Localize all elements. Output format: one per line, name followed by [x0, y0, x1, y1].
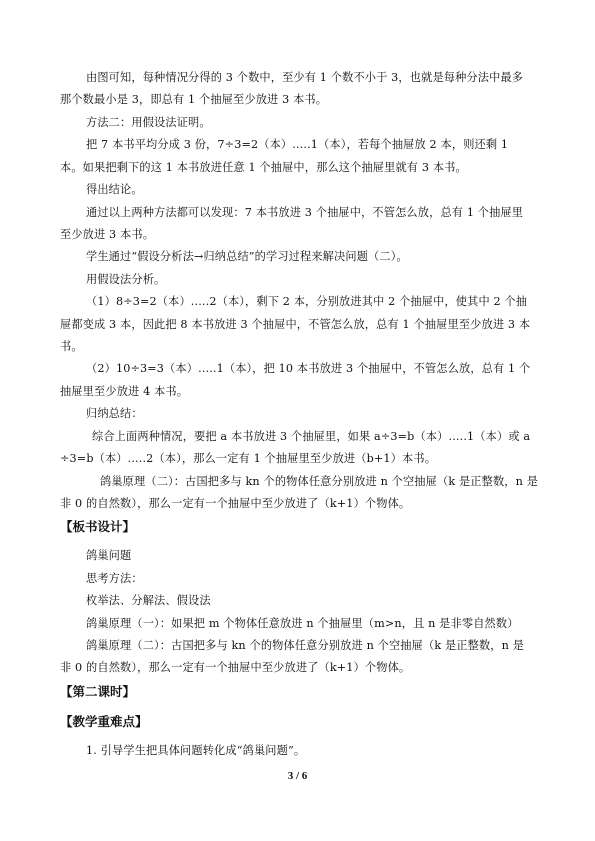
text-line: 那个数最小是 3，即总有 1 个抽屉至少放进 3 本书。	[60, 93, 328, 106]
section-heading: 【板书设计】	[60, 519, 136, 534]
text-line: 鸽巢原理（二）：古国把多与 kn 个的物体任意分别放进 n 个空抽屉（k 是正整数，n 是	[86, 639, 525, 652]
text-line: 1. 引导学生把具体问题转化成“鸽巢问题”。	[86, 744, 306, 757]
text-line: 通过以上两种方法都可以发现：7 本书放进 3 个抽屉中，不管怎么放，总有 1 个抽屉里	[86, 206, 524, 219]
text-line: 书。	[60, 340, 83, 353]
text-line: 至少放进 3 本书。	[60, 228, 155, 241]
text-line: 屉都变成 3 本，因此把 8 本书放进 3 个抽屉中，不管怎么放，总有 1 个抽屉里至少放进 3 本	[60, 318, 531, 331]
section-heading: 【教学重难点】	[60, 714, 148, 729]
text-line: 由图可知，每种情况分得的 3 个数中，至少有 1 个数不小于 3，也就是每种分法中最多	[86, 71, 524, 84]
text-line: 用假设法分析。	[86, 273, 166, 286]
text-line: （1）8÷3=2（本）.....2（本），剩下 2 本，分别放进其中 2 个抽屉中，使其中 2 个抽	[86, 295, 528, 308]
text-line: 鸽巢原理（一）：如果把 m 个物体任意放进 n 个抽屉里（m>n，且 n 是非零自然数）	[86, 617, 519, 630]
text-line: 综合上面两种情况，要把 a 本书放进 3 个抽屉里，如果 a÷3=b（本）.....1（本）或 a	[92, 430, 531, 443]
text-line: 枚举法、分解法、假设法	[86, 594, 211, 607]
text-line: 归纳总结：	[86, 407, 143, 420]
text-line: 鸽巢问题	[86, 549, 132, 562]
text-line: 抽屉里至少放进 4 本书。	[60, 385, 189, 398]
text-line: 学生通过“假设分析法→归纳总结”的学习过程来解决问题（二）。	[86, 250, 408, 263]
text-line: 把 7 本书平均分成 3 份，7÷3=2（本）.....1（本），若每个抽屉放 2 本，则还剩 1	[86, 138, 509, 151]
section-heading: 【第二课时】	[60, 684, 136, 699]
page-number: 3 / 6	[287, 770, 308, 782]
text-line: 方法二：用假设法证明。	[86, 116, 211, 129]
text-line: 非 0 的自然数），那么一定有一个抽屉中至少放进了（k+1）个物体。	[60, 497, 411, 510]
text-line: 非 0 的自然数），那么一定有一个抽屉中至少放进了（k+1）个物体。	[60, 661, 411, 674]
text-line: 得出结论。	[86, 183, 143, 196]
text-line: 鸽巢原理（二）：古国把多与 kn 个的物体任意分别放进 n 个空抽屉（k 是正整数，n 是	[100, 475, 539, 488]
text-line: ÷3=b（本）.....2（本），那么一定有 1 个抽屉里至少放进（b+1）本书。	[60, 452, 437, 465]
text-line: 思考方法：	[86, 572, 143, 585]
text-line: （2）10÷3=3（本）.....1（本），把 10 本书放进 3 个抽屉中，不管怎么放，总有 1 个	[86, 362, 531, 375]
text-line: 本。如果把剩下的这 1 本书放进任意 1 个抽屉中，那么这个抽屉里就有 3 本书。	[60, 161, 467, 174]
